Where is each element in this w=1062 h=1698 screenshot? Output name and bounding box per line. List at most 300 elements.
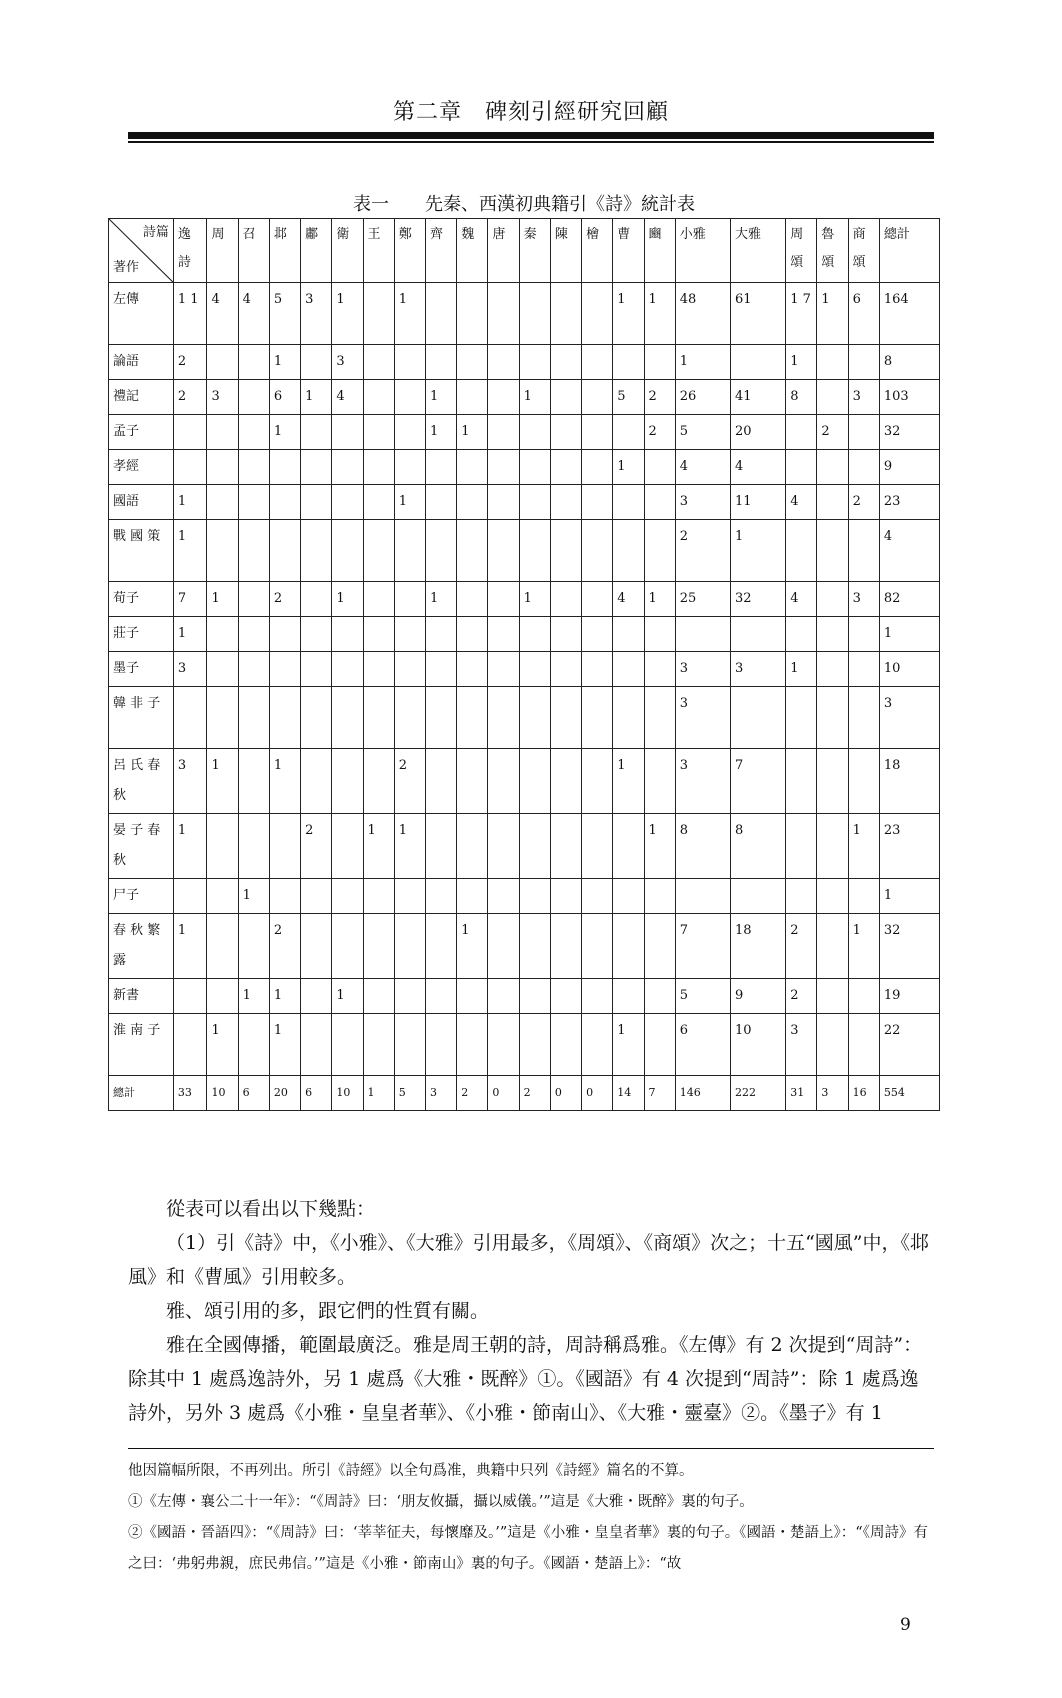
- table-cell: [332, 520, 363, 582]
- table-row: [109, 283, 940, 345]
- table-cell: 2: [173, 380, 207, 415]
- table-cell: 1: [394, 283, 425, 345]
- table-cell: [207, 520, 238, 582]
- table-cell: [363, 914, 394, 979]
- table-cell: [363, 485, 394, 520]
- table-cell: [786, 520, 817, 582]
- table-cell: 1: [238, 979, 269, 1014]
- table-cell: 2: [786, 979, 817, 1014]
- table-cell: [817, 617, 848, 652]
- table-cell: [613, 879, 644, 914]
- table-cell: 6: [269, 380, 300, 415]
- column-header: 鄭: [394, 219, 425, 283]
- table-cell: [613, 979, 644, 1014]
- table-cell: 1: [207, 1014, 238, 1076]
- table-cell: 7: [644, 1076, 675, 1111]
- table-cell: [786, 879, 817, 914]
- table-cell: [425, 914, 456, 979]
- table-cell: [238, 749, 269, 814]
- table-cell: 6: [848, 283, 879, 345]
- table-cell: [550, 687, 581, 749]
- table-cell: [394, 345, 425, 380]
- table-row: [109, 485, 940, 520]
- table-cell: [394, 652, 425, 687]
- table-cell: [644, 652, 675, 687]
- row-label: 呂 氏 春秋: [109, 749, 174, 814]
- table-cell: 31: [786, 1076, 817, 1111]
- column-header: 秦: [519, 219, 550, 283]
- table-cell: 1: [173, 814, 207, 879]
- table-cell: [425, 283, 456, 345]
- table-cell: [644, 450, 675, 485]
- column-header: 陳: [550, 219, 581, 283]
- table-cell: [269, 485, 300, 520]
- table-cell: 0: [550, 1076, 581, 1111]
- table-cell: 3: [675, 652, 730, 687]
- table-total-row: [109, 1076, 940, 1111]
- table-cell: [582, 485, 613, 520]
- table-cell: 1: [394, 485, 425, 520]
- statistics-table: [108, 218, 940, 1111]
- table-cell: 4: [332, 380, 363, 415]
- table-cell: [173, 879, 207, 914]
- table-cell: 3: [730, 652, 785, 687]
- table-cell: [425, 450, 456, 485]
- table-cell: [730, 345, 785, 380]
- table-cell: 1: [848, 814, 879, 879]
- table-cell: [786, 450, 817, 485]
- column-header: 邶: [269, 219, 300, 283]
- row-label: 新書: [109, 979, 174, 1014]
- table-cell: 1 1: [173, 283, 207, 345]
- table-cell: 3: [301, 283, 332, 345]
- row-label: 尸子: [109, 879, 174, 914]
- table-cell: [550, 520, 581, 582]
- table-cell: [488, 652, 519, 687]
- column-header: 衛: [332, 219, 363, 283]
- column-header: 小雅: [675, 219, 730, 283]
- table-cell: [173, 1014, 207, 1076]
- table-cell: 1: [207, 749, 238, 814]
- table-row: [109, 582, 940, 617]
- table-cell: [488, 415, 519, 450]
- table-cell: 5: [613, 380, 644, 415]
- table-cell: 1: [879, 879, 939, 914]
- column-header: 周: [207, 219, 238, 283]
- row-label: 淮 南 子: [109, 1014, 174, 1076]
- table-cell: [817, 520, 848, 582]
- table-cell: [301, 652, 332, 687]
- table-cell: 1: [269, 345, 300, 380]
- running-header: 第二章 碑刻引經研究回顧: [392, 100, 669, 125]
- table-cell: [848, 749, 879, 814]
- table-cell: 1: [425, 582, 456, 617]
- column-header: 曹: [613, 219, 644, 283]
- table-cell: 0: [582, 1076, 613, 1111]
- table-cell: [519, 485, 550, 520]
- table-cell: 6: [301, 1076, 332, 1111]
- table-cell: 4: [786, 582, 817, 617]
- table-header-row: [109, 219, 940, 283]
- table-cell: [207, 979, 238, 1014]
- table-cell: [363, 652, 394, 687]
- paragraph: 雅、頌引用的多，跟它們的性質有關。: [166, 1300, 490, 1322]
- table-cell: 2: [269, 914, 300, 979]
- table-row: [109, 380, 940, 415]
- table-cell: [488, 582, 519, 617]
- table-cell: [786, 415, 817, 450]
- table-cell: [550, 652, 581, 687]
- table-cell: [488, 450, 519, 485]
- table-cell: [238, 914, 269, 979]
- table-cell: [582, 879, 613, 914]
- table-row: [109, 814, 940, 879]
- table-cell: 32: [730, 582, 785, 617]
- table-cell: [238, 617, 269, 652]
- table-cell: 3: [173, 749, 207, 814]
- table-cell: [301, 617, 332, 652]
- table-cell: [394, 914, 425, 979]
- row-label: 韓 非 子: [109, 687, 174, 749]
- table-cell: 554: [879, 1076, 939, 1111]
- table-cell: 25: [675, 582, 730, 617]
- table-cell: [238, 1014, 269, 1076]
- table-cell: 2: [848, 485, 879, 520]
- table-cell: 1: [817, 283, 848, 345]
- table-cell: [332, 652, 363, 687]
- table-cell: [269, 687, 300, 749]
- table-cell: [394, 380, 425, 415]
- table-cell: 3: [675, 687, 730, 749]
- table-cell: [817, 652, 848, 687]
- table-cell: [613, 652, 644, 687]
- table-cell: [238, 485, 269, 520]
- table-cell: 32: [879, 415, 939, 450]
- table-cell: [644, 485, 675, 520]
- table-cell: [173, 979, 207, 1014]
- table-cell: 1: [173, 485, 207, 520]
- table-cell: [817, 582, 848, 617]
- column-header: 豳: [644, 219, 675, 283]
- table-cell: [457, 520, 488, 582]
- table-cell: [301, 914, 332, 979]
- table-cell: 6: [238, 1076, 269, 1111]
- table-cell: [848, 879, 879, 914]
- table-cell: [363, 283, 394, 345]
- table-cell: 16: [848, 1076, 879, 1111]
- table-cell: 1: [269, 1014, 300, 1076]
- table-cell: 1: [675, 345, 730, 380]
- table-cell: [301, 979, 332, 1014]
- table-cell: [207, 617, 238, 652]
- table-cell: 1: [363, 814, 394, 879]
- table-cell: 1: [613, 1014, 644, 1076]
- column-header: 召: [238, 219, 269, 283]
- table-cell: [363, 879, 394, 914]
- table-cell: [207, 415, 238, 450]
- table-row: [109, 617, 940, 652]
- table-cell: [519, 450, 550, 485]
- table-cell: 61: [730, 283, 785, 345]
- row-label: 左傳: [109, 283, 174, 345]
- table-cell: [519, 687, 550, 749]
- table-cell: [394, 520, 425, 582]
- table-cell: 1: [613, 450, 644, 485]
- corner-bottom-label: 著作: [113, 260, 140, 275]
- table-cell: [519, 749, 550, 814]
- table-cell: [363, 582, 394, 617]
- table-cell: [550, 914, 581, 979]
- table-cell: [488, 687, 519, 749]
- table-cell: 1: [457, 415, 488, 450]
- table-cell: [550, 485, 581, 520]
- table-cell: [730, 687, 785, 749]
- table-cell: [332, 415, 363, 450]
- table-cell: 1: [332, 283, 363, 345]
- footnotes: [128, 1456, 934, 1580]
- table-cell: 1: [332, 582, 363, 617]
- table-cell: [425, 652, 456, 687]
- row-label: 總計: [109, 1076, 174, 1111]
- table-cell: 1: [173, 914, 207, 979]
- table-cell: [848, 345, 879, 380]
- table-row: [109, 914, 940, 979]
- table-cell: 2: [675, 520, 730, 582]
- table-cell: [519, 345, 550, 380]
- table-cell: 4: [613, 582, 644, 617]
- table-cell: 2: [457, 1076, 488, 1111]
- table-cell: [457, 485, 488, 520]
- table-cell: [644, 914, 675, 979]
- table-cell: [519, 652, 550, 687]
- table-cell: [457, 1014, 488, 1076]
- table-cell: 9: [879, 450, 939, 485]
- table-cell: 1: [269, 415, 300, 450]
- row-label: 論語: [109, 345, 174, 380]
- table-cell: [488, 617, 519, 652]
- table-cell: [457, 345, 488, 380]
- table-row: [109, 652, 940, 687]
- table-cell: 3: [425, 1076, 456, 1111]
- table-cell: [582, 345, 613, 380]
- table-cell: [425, 979, 456, 1014]
- table-cell: [332, 814, 363, 879]
- footnote: ①《左傳・襄公二十一年》：“《周詩》曰：‘朋友攸攝，攝以威儀。’”這是《大雅・既醉》裏的句子。: [128, 1494, 754, 1510]
- row-label: 國語: [109, 485, 174, 520]
- table-cell: [582, 617, 613, 652]
- table-cell: [488, 485, 519, 520]
- footnote: ②《國語・晉語四》：“《周詩》曰：‘莘莘征夫，每懷靡及。’”這是《小雅・皇皇者華》裏的句子。《國語・楚語上》：“《周詩》有之曰：‘弗躬弗親，庶民弗信。’”這是《小雅・節南山》裏的句子。《國語・楚語上》：“故: [128, 1525, 928, 1572]
- table-cell: [425, 687, 456, 749]
- column-header: 逸詩: [173, 219, 207, 283]
- table-cell: 1: [332, 979, 363, 1014]
- table-cell: [457, 582, 488, 617]
- table-cell: 222: [730, 1076, 785, 1111]
- table-cell: [488, 914, 519, 979]
- table-cell: [848, 1014, 879, 1076]
- table-cell: [425, 485, 456, 520]
- column-header: 王: [363, 219, 394, 283]
- table-cell: [550, 450, 581, 485]
- table-cell: [207, 879, 238, 914]
- table-cell: 2: [786, 914, 817, 979]
- table-cell: [550, 582, 581, 617]
- table-cell: 14: [613, 1076, 644, 1111]
- table-cell: 2: [519, 1076, 550, 1111]
- table-cell: [519, 415, 550, 450]
- table-cell: [363, 520, 394, 582]
- table-title: 表一 先秦、西漢初典籍引《詩》統計表: [353, 194, 695, 215]
- table-cell: [488, 879, 519, 914]
- table-cell: 0: [488, 1076, 519, 1111]
- table-cell: 1: [879, 617, 939, 652]
- table-cell: [457, 687, 488, 749]
- column-header: 魯頌: [817, 219, 848, 283]
- table-cell: [730, 879, 785, 914]
- table-cell: [425, 879, 456, 914]
- table-cell: [613, 814, 644, 879]
- table-cell: 2: [817, 415, 848, 450]
- table-cell: [550, 380, 581, 415]
- table-cell: [457, 879, 488, 914]
- table-cell: [786, 617, 817, 652]
- table-cell: [457, 450, 488, 485]
- table-cell: [550, 749, 581, 814]
- table-row: [109, 687, 940, 749]
- table-cell: 4: [786, 485, 817, 520]
- table-cell: [582, 749, 613, 814]
- table-cell: [550, 879, 581, 914]
- corner-header-cell: [109, 219, 174, 283]
- table-cell: 1: [786, 345, 817, 380]
- table-cell: [848, 520, 879, 582]
- table-cell: [675, 879, 730, 914]
- table-cell: [238, 582, 269, 617]
- table-cell: [848, 450, 879, 485]
- table-cell: [332, 1014, 363, 1076]
- table-row: [109, 450, 940, 485]
- table-cell: [644, 687, 675, 749]
- table-cell: [613, 520, 644, 582]
- table-cell: [207, 345, 238, 380]
- table-cell: [582, 520, 613, 582]
- table-cell: 1: [644, 582, 675, 617]
- table-cell: 5: [269, 283, 300, 345]
- table-cell: 1: [425, 380, 456, 415]
- table-cell: [817, 879, 848, 914]
- row-label: 晏 子 春秋: [109, 814, 174, 879]
- table-cell: 4: [879, 520, 939, 582]
- table-cell: [817, 380, 848, 415]
- table-cell: [519, 283, 550, 345]
- table-cell: [301, 687, 332, 749]
- table-cell: 1: [425, 415, 456, 450]
- column-header: 周頌: [786, 219, 817, 283]
- table-cell: [207, 687, 238, 749]
- table-cell: 23: [879, 485, 939, 520]
- table-cell: [488, 520, 519, 582]
- table-cell: [550, 283, 581, 345]
- column-header: 檜: [582, 219, 613, 283]
- table-cell: 4: [675, 450, 730, 485]
- table-cell: [207, 450, 238, 485]
- table-cell: 3: [879, 687, 939, 749]
- table-cell: 7: [675, 914, 730, 979]
- table-cell: 7: [730, 749, 785, 814]
- table-cell: [363, 380, 394, 415]
- table-cell: [425, 520, 456, 582]
- table-cell: 10: [207, 1076, 238, 1111]
- table-cell: [457, 749, 488, 814]
- table-cell: [269, 879, 300, 914]
- table-cell: [644, 1014, 675, 1076]
- table-cell: 8: [786, 380, 817, 415]
- table-cell: [363, 1014, 394, 1076]
- paragraph: 雅在全國傳播，範圍最廣泛。雅是周王朝的詩，周詩稱爲雅。《左傳》有 2 次提到“周詩”：除其中 1 處爲逸詩外，另 1 處爲《大雅・既醉》①。《國語》有 4 次提到“周詩”：除 1 處爲逸詩外，另外 3 處爲《小雅・皇皇者華》、《小雅・節南山》、《大雅・靈臺》②。《墨子》有 1: [128, 1334, 923, 1424]
- table-cell: [519, 914, 550, 979]
- table-cell: [238, 345, 269, 380]
- table-cell: 1: [786, 652, 817, 687]
- row-label: 孝經: [109, 450, 174, 485]
- table-cell: [332, 687, 363, 749]
- table-cell: [238, 520, 269, 582]
- table-cell: [238, 415, 269, 450]
- table-cell: [848, 979, 879, 1014]
- table-cell: [582, 1014, 613, 1076]
- table-cell: [425, 814, 456, 879]
- table-cell: [269, 814, 300, 879]
- table-cell: [207, 652, 238, 687]
- table-cell: [613, 345, 644, 380]
- table-row: [109, 345, 940, 380]
- table-cell: [363, 415, 394, 450]
- table-cell: 3: [817, 1076, 848, 1111]
- table-cell: 1: [519, 582, 550, 617]
- table-cell: [550, 617, 581, 652]
- table-cell: 26: [675, 380, 730, 415]
- footnote: 他因篇幅所限，不再列出。所引《詩經》以全句爲准，典籍中只列《詩經》篇名的不算。: [128, 1463, 694, 1479]
- table-cell: 103: [879, 380, 939, 415]
- table-cell: [848, 687, 879, 749]
- table-cell: [817, 450, 848, 485]
- table-cell: [613, 914, 644, 979]
- table-cell: [786, 749, 817, 814]
- table-cell: [848, 617, 879, 652]
- table-cell: [457, 617, 488, 652]
- table-cell: 1: [644, 283, 675, 345]
- row-label: 荀子: [109, 582, 174, 617]
- table-cell: [332, 450, 363, 485]
- table-cell: [817, 979, 848, 1014]
- row-label: 莊子: [109, 617, 174, 652]
- table-cell: 1: [207, 582, 238, 617]
- table-cell: [644, 520, 675, 582]
- table-cell: 1: [238, 879, 269, 914]
- table-cell: 3: [675, 749, 730, 814]
- table-cell: [269, 450, 300, 485]
- table-cell: [550, 345, 581, 380]
- table-cell: 1: [519, 380, 550, 415]
- table-cell: [817, 687, 848, 749]
- table-cell: [519, 979, 550, 1014]
- table-cell: [207, 485, 238, 520]
- table-cell: [269, 520, 300, 582]
- table-cell: [238, 814, 269, 879]
- table-cell: [301, 450, 332, 485]
- table-cell: [238, 380, 269, 415]
- table-cell: 9: [730, 979, 785, 1014]
- table-cell: [301, 879, 332, 914]
